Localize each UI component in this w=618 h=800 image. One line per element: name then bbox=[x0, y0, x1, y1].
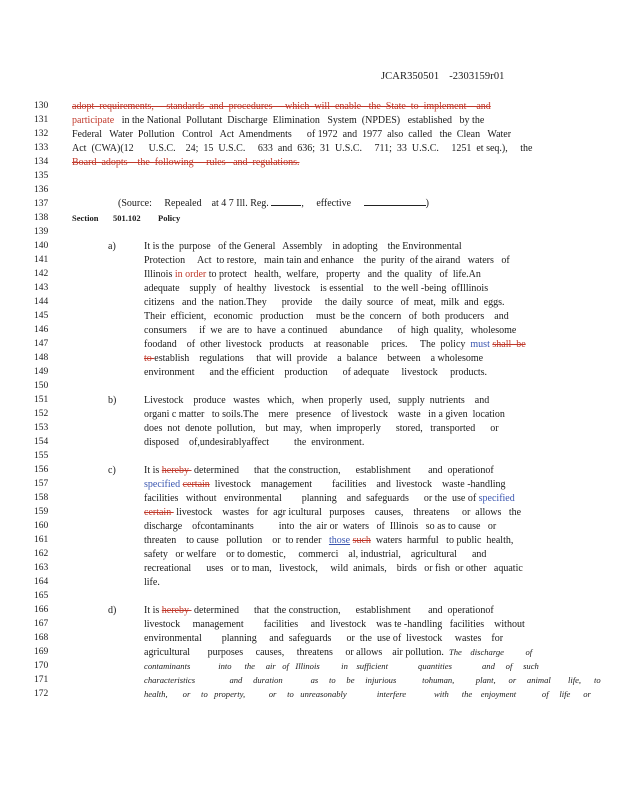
deleted-text: in order bbox=[174, 269, 207, 280]
line-number: 143 bbox=[34, 283, 49, 293]
paragraph-a-line: adequate supply of healthy livestock is essential to the well -being ofIllinois bbox=[144, 283, 489, 294]
body-text: to protect health, welfare, property and the quality of life.An bbox=[206, 269, 481, 280]
line-number: 166 bbox=[34, 605, 49, 615]
line-number: 138 bbox=[34, 213, 49, 223]
deleted-text: certain bbox=[182, 479, 210, 490]
inserted-text: specified bbox=[144, 479, 181, 490]
line-number: 142 bbox=[34, 269, 49, 279]
line-number: 152 bbox=[34, 409, 49, 419]
line-number: 145 bbox=[34, 311, 49, 321]
line-number: 144 bbox=[34, 297, 49, 307]
line-number: 154 bbox=[34, 437, 49, 447]
line-number: 136 bbox=[34, 185, 49, 195]
deleted-text: adopt requirements, standards and procedures which will enable the State to implement and bbox=[72, 101, 491, 112]
blank-line bbox=[271, 196, 301, 206]
paragraph-d-line bbox=[144, 647, 532, 658]
paragraph-d-line: health, or to property, or to unreasonably interfere with the enjoyment of life or bbox=[144, 689, 591, 699]
line-number: 160 bbox=[34, 521, 49, 531]
section-number: 501.102 bbox=[113, 213, 141, 223]
body-text: It is bbox=[144, 605, 162, 616]
deleted-text: participate bbox=[72, 115, 115, 126]
body-text: foodand of other livestock products at reasonable prices. The policy bbox=[144, 339, 471, 350]
paragraph-c-line bbox=[144, 479, 506, 490]
deleted-text: shall be bbox=[492, 339, 526, 350]
section-label: Section bbox=[72, 213, 99, 223]
paragraph-d-line: livestock management facilities and livestock was te -handling facilities without bbox=[144, 619, 525, 630]
paragraph-c-line: safety or welfare or to domestic, commerci al, industrial, agricultural and bbox=[144, 549, 487, 560]
intro-line bbox=[72, 157, 299, 168]
paragraph-c-line: discharge ofcontaminants into the air or waters of Illinois so as to cause or bbox=[144, 521, 497, 532]
line-number: 172 bbox=[34, 689, 49, 699]
line-number: 131 bbox=[34, 115, 49, 125]
inserted-text: specified bbox=[478, 493, 515, 504]
line-number: 132 bbox=[34, 129, 49, 139]
body-text: It is bbox=[144, 465, 162, 476]
line-number: 133 bbox=[34, 143, 49, 153]
body-text: establish regulations that will provide a balance between a wholesome bbox=[154, 353, 484, 364]
paragraph-b-line: organi c matter to soils.The mere presence of livestock waste in a given location bbox=[144, 409, 505, 420]
paragraph-a-line bbox=[144, 353, 483, 364]
body-text: livestock management facilities and livestock waste -handling bbox=[209, 479, 506, 490]
intro-line: Federal Water Pollution Control Act Amendments of 1972 and 1977 also called the Clean Water bbox=[72, 129, 512, 140]
paragraph-c-line bbox=[144, 465, 494, 476]
italic-text: The discharge of bbox=[448, 647, 533, 657]
deleted-text: hereby bbox=[161, 465, 192, 476]
paragraph-label-b: b) bbox=[108, 395, 117, 406]
line-number: 164 bbox=[34, 577, 49, 587]
line-number: 135 bbox=[34, 171, 49, 181]
paragraph-a-line: It is the purpose of the General Assembly in adopting the Environmental bbox=[144, 241, 462, 252]
line-number: 169 bbox=[34, 647, 49, 657]
inserted-text: those bbox=[328, 535, 351, 546]
line-number: 170 bbox=[34, 661, 49, 671]
line-number: 149 bbox=[34, 367, 49, 377]
paragraph-label-d: d) bbox=[108, 605, 117, 616]
paragraph-a-line: Their efficient, economic production must be the concern of both producers and bbox=[144, 311, 509, 322]
line-number: 137 bbox=[34, 199, 49, 209]
blank-line bbox=[364, 196, 426, 206]
paragraph-b-line: disposed of,undesirablyaffect the environment. bbox=[144, 437, 365, 448]
inserted-text: must bbox=[470, 339, 490, 350]
document-header bbox=[381, 71, 505, 82]
deleted-text: hereby bbox=[161, 605, 192, 616]
line-number: 167 bbox=[34, 619, 49, 629]
paragraph-d-line bbox=[144, 605, 494, 616]
line-number: 165 bbox=[34, 591, 49, 601]
paragraph-c-line bbox=[144, 507, 521, 518]
line-number: 151 bbox=[34, 395, 49, 405]
source-close: ) bbox=[425, 198, 429, 210]
paragraph-c-line bbox=[144, 535, 513, 546]
paragraph-b-line: does not denote pollution, but may, when improperly stored, transported or bbox=[144, 423, 499, 434]
line-number: 141 bbox=[34, 255, 49, 265]
section-title: Policy bbox=[158, 213, 181, 223]
paragraph-label-c: c) bbox=[108, 465, 116, 476]
paragraph-c-line bbox=[144, 493, 515, 504]
line-number: 140 bbox=[34, 241, 49, 251]
source-prefix: (Source: bbox=[118, 198, 152, 210]
body-text: agricultural purposes causes, threatens or allows air pollution. bbox=[144, 647, 449, 658]
deleted-text: such bbox=[352, 535, 371, 546]
source-repealed: Repealed bbox=[164, 198, 202, 210]
paragraph-a-line bbox=[144, 339, 526, 350]
line-number: 150 bbox=[34, 381, 49, 391]
deleted-text: Board adopts the following rules and regulations. bbox=[72, 157, 300, 168]
body-text: Illinois bbox=[144, 269, 175, 280]
paragraph-a-line: environment and the efficient production of adequate livestock products. bbox=[144, 367, 488, 378]
line-number: 157 bbox=[34, 479, 49, 489]
line-number: 153 bbox=[34, 423, 49, 433]
paragraph-c-line: life. bbox=[144, 577, 160, 588]
paragraph-d-line: contaminants into the air of Illinois in sufficient quantities and of such bbox=[144, 661, 539, 671]
line-number: 163 bbox=[34, 563, 49, 573]
line-number: 171 bbox=[34, 675, 49, 685]
line-number: 155 bbox=[34, 451, 49, 461]
body-text: in the National Pollutant Discharge Elimination System (NPDES) established by the bbox=[114, 115, 485, 126]
intro-line bbox=[72, 115, 484, 126]
paragraph-d-line: environmental planning and safeguards or the use of livestock wastes for bbox=[144, 633, 504, 644]
line-number: 159 bbox=[34, 507, 49, 517]
line-number: 162 bbox=[34, 549, 49, 559]
paragraph-a-line: consumers if we are to have a continued abundance of high quality, wholesome bbox=[144, 325, 517, 336]
paragraph-a-line: Protection Act to restore, main tain and enhance the purity of the airand waters of bbox=[144, 255, 510, 266]
deleted-text: certain bbox=[144, 507, 174, 518]
paragraph-label-a: a) bbox=[108, 241, 116, 252]
source-note: (Source: Repealed at 4 7 Ill. Reg. , effective ) bbox=[118, 198, 429, 210]
line-number: 156 bbox=[34, 465, 49, 475]
paragraph-a-line bbox=[144, 269, 481, 280]
paragraph-d-line: characteristics and duration as to be injurious tohuman, plant, or animal life, to bbox=[144, 675, 601, 685]
line-number: 147 bbox=[34, 339, 49, 349]
body-text: threaten to cause pollution or to render bbox=[144, 535, 329, 546]
paragraph-c-line: recreational uses or to man, livestock, wild animals, birds or fish or other aquatic bbox=[144, 563, 523, 574]
paragraph-b-line: Livestock produce wastes which, when properly used, supply nutrients and bbox=[144, 395, 490, 406]
source-effective: effective bbox=[316, 198, 352, 210]
body-text: waters harmful to public health, bbox=[370, 535, 514, 546]
line-number: 148 bbox=[34, 353, 49, 363]
source-citation: at 4 7 Ill. Reg. bbox=[211, 198, 269, 210]
intro-line: Act (CWA)(12 U.S.C. 24; 15 U.S.C. 633 and 636; 31 U.S.C. 711; 33 U.S.C. 1251 et seq.), the bbox=[72, 143, 533, 154]
line-number: 146 bbox=[34, 325, 49, 335]
line-number: 158 bbox=[34, 493, 49, 503]
line-number: 168 bbox=[34, 633, 49, 643]
document-revision: -2303159r01 bbox=[449, 71, 505, 82]
body-text: facilities without environmental planning and safeguards or the use of bbox=[144, 493, 479, 504]
line-number: 161 bbox=[34, 535, 49, 545]
paragraph-a-line: citizens and the nation.They provide the daily source of meat, milk and eggs. bbox=[144, 297, 505, 308]
line-number: 139 bbox=[34, 227, 49, 237]
body-text: determined that the construction, establishment and operationof bbox=[191, 605, 494, 616]
intro-line bbox=[72, 101, 491, 112]
body-text: livestock wastes for agr icultural purposes causes, threatens or allows the bbox=[173, 507, 522, 518]
line-number: 134 bbox=[34, 157, 49, 167]
document-id: JCAR350501 bbox=[381, 71, 440, 82]
deleted-text: to bbox=[144, 353, 155, 364]
body-text: determined that the construction, establishment and operationof bbox=[191, 465, 494, 476]
line-number: 130 bbox=[34, 101, 49, 111]
